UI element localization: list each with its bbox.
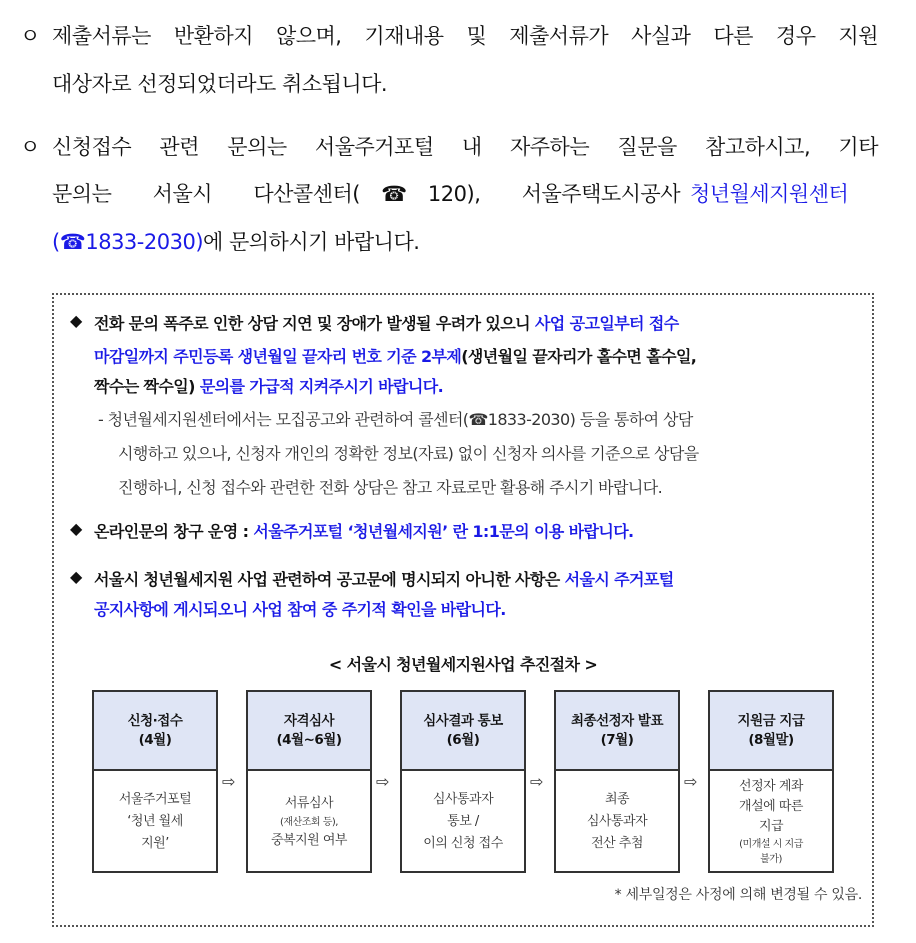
- arrow-right-icon: ⇨: [222, 772, 236, 791]
- step-note: (미개설 시 지급 불가): [739, 839, 803, 865]
- step-name: 신청·접수: [127, 712, 183, 729]
- notice1-sub: 시행하고 있으나, 신청자 개인의 정확한 정보(자료) 없이 신청자 의사를 기준으로 상담을: [118, 444, 699, 463]
- step-desc: 중복지원 여부: [271, 832, 347, 848]
- notice1-sub: - 청년월세지원센터에서는 모집공고와 관련하여 콜센터(☎1833-2030) 등을 통하여 상담: [98, 410, 693, 429]
- footnote: * 세부일정은 사정에 의해 변경될 수 있음.: [614, 887, 862, 903]
- process-step-result: [400, 690, 526, 873]
- notice1-bullet: ◆: [70, 311, 82, 330]
- notice1-highlight: 문의를 가급적 지켜주시기 바랍니다.: [199, 377, 444, 396]
- step-period: (8월말): [748, 731, 794, 748]
- step-desc: 심사통과자: [432, 792, 494, 807]
- step-name: 최종선정자 발표: [571, 712, 663, 729]
- notice2-bullet: ◆: [70, 519, 82, 538]
- step-period: (6월): [446, 731, 480, 748]
- para1-line1: 제출서류는 반환하지 않으며, 기재내용 및 제출서류가 사실과 다른 경우 지원: [52, 24, 878, 48]
- para2-line3: 에 문의하시기 바랍니다.: [203, 230, 420, 254]
- step-desc: 서류심사: [284, 795, 334, 811]
- notice3-highlight: 서울시 주거포털: [564, 570, 674, 589]
- step-name: 지원금 지급: [737, 712, 805, 729]
- para1-line2: 대상자로 선정되었더라도 취소됩니다.: [52, 72, 388, 96]
- step-desc: 전산 추첨: [591, 836, 643, 851]
- step-desc: 선정자 계좌: [739, 779, 803, 794]
- arrow-right-icon: ⇨: [376, 772, 390, 791]
- step-period: (4월~6월): [276, 731, 342, 748]
- step-desc: 서울주거포털: [118, 792, 192, 807]
- process-title: < 서울시 청년월세지원사업 추진절차 >: [328, 655, 598, 674]
- notice1-text: 전화 문의 폭주로 인한 상담 지연 및 장애가 발생될 우려가 있으니: [94, 314, 530, 333]
- notice2-highlight: 서울주거포털 ‘청년월세지원’ 란 1:1문의 이용 바랍니다.: [253, 522, 634, 541]
- step-note: (재산조회 등),: [280, 816, 338, 828]
- notice3-text: 서울시 청년월세지원 사업 관련하여 공고문에 명시되지 아니한 사항은: [94, 570, 560, 589]
- notice1-text: 짝수는 짝수일): [94, 377, 195, 396]
- process-step-payment: [708, 690, 834, 873]
- para2-line2: 문의는 서울시 다산콜센터(☎120), 서울주택도시공사: [52, 182, 680, 206]
- step-name: 심사결과 통보: [423, 712, 503, 729]
- step-desc: 개설에 따른: [739, 799, 803, 814]
- arrow-right-icon: ⇨: [530, 772, 544, 791]
- notice2-text: 온라인문의 창구 운영 :: [94, 522, 249, 541]
- notice3-highlight: 공지사항에 게시되오니 사업 참여 중 주기적 확인을 바랍니다.: [94, 600, 506, 619]
- step-name: 자격심사: [283, 712, 335, 729]
- step-period: (7월): [600, 731, 634, 748]
- step-desc: 지원’: [141, 836, 169, 851]
- step-period: (4월): [138, 731, 172, 748]
- support-center-link[interactable]: 청년월세지원센터: [690, 182, 849, 206]
- step-desc: 지급: [758, 819, 784, 834]
- para2-line1: 신청접수 관련 문의는 서울주거포털 내 자주하는 질문을 참고하시고, 기타: [52, 135, 878, 159]
- step-desc: 통보 /: [447, 814, 479, 829]
- process-step-apply: [92, 690, 218, 873]
- step-desc: 최종: [604, 792, 630, 807]
- arrow-right-icon: ⇨: [684, 772, 698, 791]
- notice1-highlight: 사업 공고일부터 접수: [534, 314, 679, 333]
- process-step-final: [554, 690, 680, 873]
- para1-bullet: ㅇ: [20, 24, 40, 48]
- support-center-phone[interactable]: (☎1833-2030): [52, 230, 204, 254]
- para2-bullet: ㅇ: [20, 135, 40, 159]
- step-desc: ‘청년 월세: [127, 814, 183, 829]
- step-desc: 이의 신청 접수: [423, 836, 503, 851]
- step-desc: 심사통과자: [586, 814, 648, 829]
- process-step-review: [246, 690, 372, 873]
- notice1-highlight: 마감일까지 주민등록 생년월일 끝자리 번호 기준 2부제: [94, 347, 462, 366]
- notice1-sub: 진행하니, 신청 접수와 관련한 전화 상담은 참고 자료로만 활용해 주시기 바랍니다.: [118, 478, 663, 497]
- notice3-bullet: ◆: [70, 567, 82, 586]
- notice1-text: (생년월일 끝자리가 홀수면 홀수일,: [461, 347, 697, 366]
